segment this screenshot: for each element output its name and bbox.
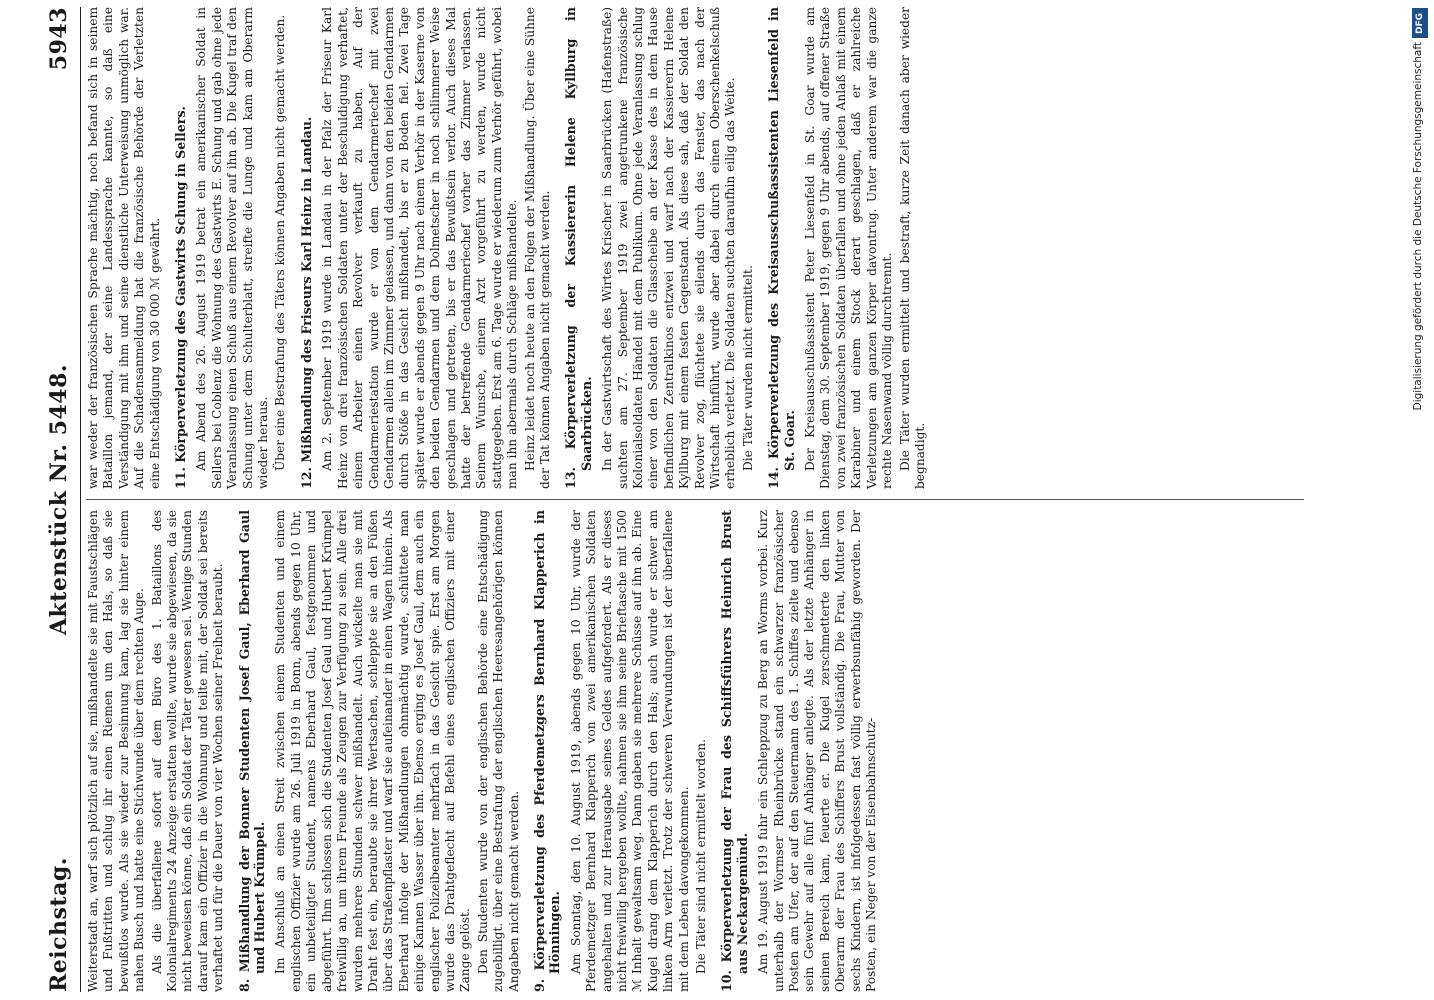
paragraph: Die Täter wurden ermittelt und bestraft, kurze Zeit danach aber wieder begnadigt. (897, 7, 927, 489)
paragraph: Am 19. August 1919 fuhr ein Schleppzug zu Berg an Worms vorbei. Kurz unterhalb der Wormser Rheinbrücke stand ein schwarzer französischer Posten am Ufer, der auf den Steuermann des 1. Schiffes zielte und ebenso sein Gewehr auf alle fünf Anhänger anlegte. Als der letzte Anhänger in seinen Bereich kam, feuerte er. Die Kugel zerschmetterte den linken Oberarm der Frau des Schiffers Brust vollständig. Die Frau, Mutter von sechs Kindern, ist infolgedessen fast völlig erwerbsunfähig geworden. Der Posten, ein Neger von der Eisenbahnschutz- (756, 510, 879, 992)
paragraph: Die Täter sind nicht ermittelt worden. (694, 739, 709, 974)
paragraph: Am Abend des 26. August 1919 betrat ein amerikanischer Soldat in Sellers bei Coblenz die Wohnung des Gastwirts E. Schung und gab ohne jede Veranlassung einen Schuß aus einem Revolver auf ihn ab. Die Kugel traf den Schung unter dem Schulterblatt, streifte die Lunge und kam am Oberarm wieder heraus. (194, 7, 271, 489)
paragraph: Heinz leidet noch heute an den Folgen der Mißhandlung. Über eine Sühne der Tat können Angaben nicht gemacht werden. (522, 7, 552, 489)
header-left: Reichstag. (46, 857, 72, 992)
section-heading (173, 7, 188, 489)
section-title: Körperverletzung des Gastwirts Schung in Sellers. (173, 106, 189, 463)
section-heading (237, 510, 268, 992)
section-number: 13. (563, 467, 579, 489)
paragraph: In der Gastwirtschaft des Wirtes Krischer in Saarbrücken (Hafenstraße) suchten am 27. September 1919 zwei angetrunkene französische Kolonialsoldaten Händel mit dem Publikum. Ohne jede Veranlassung schlug einer von den Soldaten die Glasscheibe an der Kasse des in dem Hause befindlichen Zentralkinos entzwei und warf nach der Kassiererin Helene Kyllburg mit einem festen Gegenstand. Als diese sah, daß der Soldat den Revolver zog, flüchtete sie eilends durch das Fenster, das nach der Wirtschaft hinführt, wurde aber dabei durch einen Oberschenkelschuß erheblich verletzt. Die Soldaten suchten daraufhin eilig das Weite. (600, 7, 738, 489)
section-heading (532, 510, 563, 992)
page-header (40, 7, 81, 992)
section-title: Körperverletzung der Kassiererin Helene Kyllburg in Saarbrücken. (563, 7, 594, 471)
paragraph: Im Anschluß an einen Streit zwischen einem Studenten und einem englischen Offizier wurde am 26. Juli 1919 in Bonn, abends gegen 10 Uhr, ein unbeteiligter Student, namens Eberhard Gaul, festgenommen und abgeführt. Ihm schlossen sich die Studenten Josef Gaul und Hubert Krümpel freiwillig an, um ihrem Freunde als Zeugen zur Verfügung zu sein. Alle drei wurden mehrere Stunden schwer mißhandelt. Auch wickelte man sie mit Draht fest ein, beraubte sie ihrer Wertsachen, schleppte sie an den Füßen über das Straßenpflaster und warf sie aufeinander in einen Wagen hinein. Als Eberhard infolge der Mißhandlungen ohnmächtig wurde, schüttete man einige Kannen Wasser über ihn. Ebenso erging es Josef Gaul, dem auch ein englischer Polizeibeamter mehrfach in das Gesicht spie. Erst am Morgen wurde das Drahtgeflecht auf Befehl eines englischen Offiziers mit einer Zange gelöst. (273, 510, 473, 992)
section-title: Körperverletzung des Pferdemetzgers Bernhard Klapperich in Hönningen. (531, 510, 563, 974)
header-title: Aktenstück Nr. 5448. (46, 363, 72, 636)
dfg-logo: DFG (1412, 8, 1428, 38)
column-left (86, 510, 1304, 992)
section-number: 12. (298, 467, 314, 489)
paragraph: Am Sonntag, den 10. August 1919, abends gegen 10 Uhr, wurde der Pferdemetzger Bernhard Klapperich von zwei amerikanischen Soldaten angehalten und zur Herausgabe seines Geldes aufgefordert. Als er dieses nicht freiwillig hergeben wollte, nahmen sie ihm seine Brieftasche mit 1500 ℳ Inhalt gewaltsam weg. Dann gaben sie mehrere Schüsse auf ihn ab. Eine Kugel drang dem Klapperich durch den Hals; auch wurde er schwer am linken Arm verletzt. Trotz der schweren Verwundungen ist der überfallene mit dem Leben davongekommen. (568, 510, 691, 992)
text-columns (86, 7, 1304, 992)
column-divider (86, 499, 1304, 500)
column-right (86, 7, 1304, 489)
section-number: 11. (173, 467, 189, 489)
digitization-credit (1410, 8, 1432, 992)
section-heading (766, 7, 797, 489)
section-number: 8. (236, 978, 252, 992)
section-number: 10. (719, 970, 735, 992)
section-title: Körperverletzung des Kreisausschußassistenten Liesenfeld in St. Goar. (766, 7, 797, 471)
credit-text: Digitalisierung gefördert durch die Deutsche Forschungsgemeinschaft (1412, 42, 1424, 411)
section-heading (299, 7, 314, 489)
paragraph: Über eine Bestrafung des Täters können Angaben nicht gemacht werden. (273, 14, 288, 471)
paragraph: Weiterstadt an, warf sich plötzlich auf sie, mißhandelte sie mit Faustschlägen und Fußtritten und schlug ihr einen Riemen um den Hals, so daß sie bewußtlos wurde. Als sie wieder zur Besinnung kam, lag sie hinter einem nahen Busch und hatte eine Stichwunde über dem rechten Auge. (86, 510, 147, 992)
paragraph: Am 2. September 1919 wurde in Landau in der Pfalz der Friseur Karl Heinz von drei französischen Soldaten unter der Beschuldigung verhaftet, einem Arbeiter einen Revolver verkauft zu haben. Auf der Gendarmeriestation wurde er von dem Gendarmeriechef mit zwei Gendarmen allein im Zimmer gelassen, und dann von den beiden Gendarmen durch Stöße in das Gesicht mißhandelt, bis er zu Boden fiel. Zwei Tage später wurde er abends gegen 9 Uhr nach einem Verhör in der Kaserne von den beiden Gendarmen und dem Dolmetscher in noch schlimmerer Weise geschlagen und getreten, bis er das Bewußtsein verlor. Auch dieses Mal hatte der betreffende Gendarmeriechef vorher das Zimmer verlassen. Seinem Wunsche, einem Arzt vorgeführt zu werden, wurde nicht stattgegeben. Erst am 6. Tage wurde er wiederum zum Verhör geführt, wobei man ihn abermals durch Schläge mißhandelte. (320, 7, 520, 489)
paragraph: war weder der französischen Sprache mächtig, noch befand sich in seinem Bataillon jemand, der seine Landessprache kannte, so daß eine Verständigung mit ihm und seine dienstliche Unterweisung unmöglich war. Auf die Schadensanmeldung hat die französische Behörde der Verletzten eine Entschädigung von 30 000 ℳ gewährt. (86, 7, 162, 489)
paragraph: Der Kreisausschußassistent Peter Liesenfeld in St. Goar wurde am Dienstag, dem 30. September 1919, gegen 9 Uhr abends, auf offener Straße von zwei französischen Soldaten überfallen und ohne jeden Anlaß mit einem Karabiner und einem Stock derart geschlagen, daß er zahlreiche Verletzungen am ganzen Körper davontrug. Unter anderem war die ganze rechte Nasenwand völlig durchtrennt. (803, 7, 895, 489)
rotated-document-page (40, 7, 1308, 992)
paragraph: Als die überfallene sofort auf dem Büro des 1. Bataillons des Kolonialregiments 24 Anzeige erstatten wollte, wurde sie abgewiesen, da sie nicht beweisen könne, daß ein Soldat der Täter gewesen sei. Wenige Stunden darauf kam ein Offizier in die Wohnung und teilte mit, der Soldat sei bereits verhaftet und für die Dauer von vier Wochen seiner Freiheit beraubt. (149, 510, 226, 992)
paragraph: Den Studenten wurde von der englischen Behörde eine Entschädigung zugebilligt. über eine Bestrafung der englischen Heeresangehörigen können Angaben nicht gemacht werden. (475, 510, 521, 992)
paragraph: Die Täter wurden nicht ermittelt. (740, 265, 755, 471)
section-number: 14. (766, 467, 782, 489)
section-heading (719, 510, 750, 992)
section-heading (563, 7, 594, 489)
page-number: 5943 (46, 7, 72, 71)
section-title: Mißhandlung der Bonner Studenten Josef Gaul, Eberhard Gaul und Hubert Krümpel. (236, 510, 268, 974)
section-number: 9. (531, 978, 547, 992)
section-title: Körperverletzung der Frau des Schiffsführers Heinrich Brust aus Neckargemünd. (719, 510, 750, 974)
section-title: Mißhandlung des Friseurs Karl Heinz in Landau. (298, 116, 314, 463)
